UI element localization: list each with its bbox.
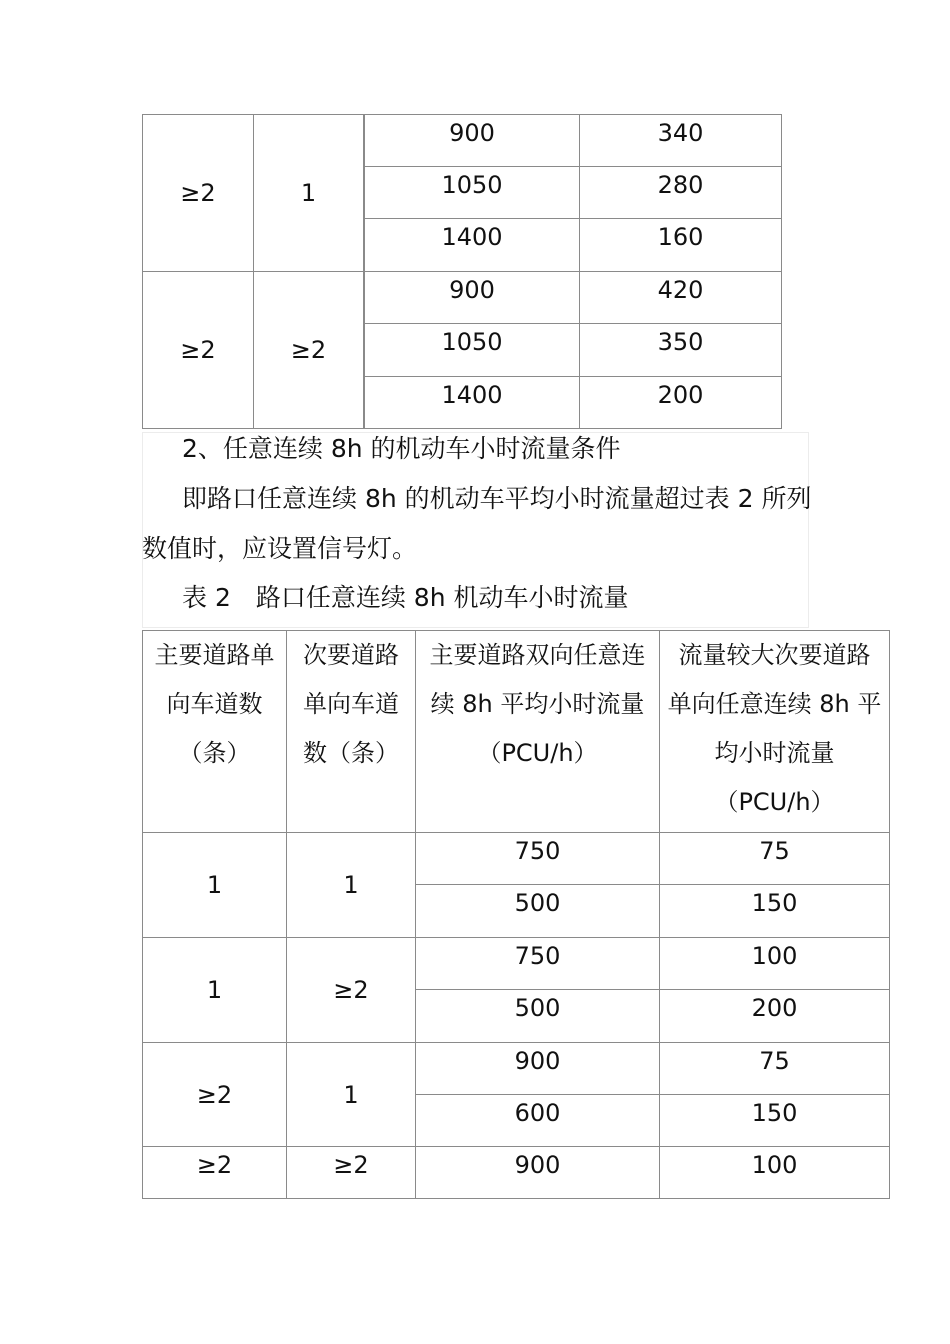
table-cell-minor-flow [579, 271, 782, 324]
table-cell-main-lanes [142, 271, 254, 429]
table-cell-minor-flow [659, 937, 890, 990]
cell-text: 200 [751, 994, 798, 1022]
cell-text: ≥2 [180, 179, 216, 207]
cell-text: ≥2 [196, 1151, 233, 1179]
cell-text: ≥2 [333, 1151, 369, 1179]
cell-text: 900 [449, 119, 495, 147]
header-line: （条） [178, 739, 251, 767]
header-line: 主要道路单 [154, 641, 275, 669]
cell-text: ≥2 [333, 976, 369, 1004]
cell-text: 100 [751, 942, 798, 970]
table-cell-main-flow [415, 1042, 660, 1095]
table-caption: 表 2 路口任意连续 8h 机动车小时流量 [182, 583, 629, 612]
table-cell-main-flow [415, 989, 660, 1043]
table-cell-main-flow [415, 1094, 660, 1147]
table-cell-main-lanes [142, 1042, 287, 1147]
cell-text: 350 [657, 328, 704, 356]
cell-text: 200 [657, 381, 704, 409]
header-line: 主要道路双向任意连 [429, 641, 646, 669]
header-line: 流量较大次要道路 [678, 641, 871, 669]
table-cell-minor-lanes [253, 271, 364, 429]
cell-text: 420 [657, 276, 704, 304]
header-line: 均小时流量 [714, 739, 835, 767]
table-cell-main-flow [364, 271, 580, 324]
cell-text: 900 [514, 1151, 561, 1179]
table-header-main-lanes [142, 630, 287, 833]
cell-text: 750 [514, 837, 561, 865]
table-cell-minor-flow [659, 1094, 890, 1147]
table-cell-minor-flow [579, 218, 782, 272]
cell-text: 150 [751, 889, 798, 917]
table-cell-main-flow [364, 166, 580, 219]
table-header-minor-flow [659, 630, 890, 833]
cell-text: 1400 [441, 381, 503, 409]
cell-text: 1 [343, 1080, 359, 1109]
table-cell-main-flow [364, 114, 580, 167]
cell-text: 100 [751, 1151, 798, 1179]
cell-text: 1 [206, 976, 223, 1004]
table-cell-minor-lanes [286, 1146, 416, 1199]
cell-text: 150 [751, 1099, 798, 1127]
cell-text: 500 [514, 889, 561, 917]
cell-text: ≥2 [180, 336, 216, 364]
table-cell-main-lanes [142, 937, 287, 1043]
paragraph-line: 即路口任意连续 8h 的机动车平均小时流量超过表 2 所列 [182, 484, 812, 513]
cell-text: 750 [514, 942, 561, 970]
table-cell-main-flow [364, 218, 580, 272]
cell-text: 75 [759, 1047, 790, 1075]
table-cell-minor-lanes [286, 1042, 416, 1147]
header-line: 数（条） [303, 739, 399, 767]
table-cell-main-lanes [142, 1146, 287, 1199]
table-cell-main-flow [415, 884, 660, 938]
header-line: 单向车道 [303, 690, 399, 718]
section-heading: 2、任意连续 8h 的机动车小时流量条件 [182, 434, 621, 463]
table-cell-main-flow [415, 832, 660, 885]
cell-text: ≥2 [290, 336, 327, 364]
cell-text: 500 [514, 994, 561, 1022]
table-cell-minor-lanes [286, 832, 416, 938]
table-cell-minor-flow [579, 166, 782, 219]
table-cell-minor-lanes [286, 937, 416, 1043]
table-cell-minor-flow [659, 884, 890, 938]
cell-text: 1 [300, 179, 317, 207]
cell-text: 1 [206, 871, 223, 899]
cell-text: 340 [657, 119, 704, 147]
table-cell-minor-lanes [253, 114, 364, 272]
cell-text: 900 [514, 1047, 561, 1075]
cell-text: 280 [657, 171, 704, 199]
table-cell-main-flow [415, 937, 660, 990]
table-cell-main-flow [415, 1146, 660, 1199]
table-header-main-flow [415, 630, 660, 833]
table-header-minor-lanes [286, 630, 416, 833]
header-line: （PCU/h） [477, 739, 598, 767]
cell-text: 1400 [441, 223, 503, 251]
cell-text: ≥2 [196, 1080, 233, 1109]
cell-text: 160 [657, 223, 704, 251]
table-cell-minor-flow [579, 376, 782, 429]
cell-text: 75 [759, 837, 790, 865]
cell-text: 1050 [441, 328, 503, 356]
table-cell-minor-flow [579, 114, 782, 167]
table-cell-main-lanes [142, 114, 254, 272]
header-line: 次要道路 [303, 641, 399, 669]
table-cell-minor-flow [659, 1146, 890, 1199]
table-cell-main-lanes [142, 832, 287, 938]
table-cell-main-flow [364, 323, 580, 377]
table-cell-minor-flow [659, 832, 890, 885]
cell-text: 600 [514, 1099, 561, 1127]
table-cell-minor-flow [579, 323, 782, 377]
cell-text: 1 [343, 871, 359, 899]
table-cell-main-flow [364, 376, 580, 429]
cell-text: 1050 [441, 171, 503, 199]
table-cell-minor-flow [659, 1042, 890, 1095]
header-line: 续 8h 平均小时流量 [430, 690, 645, 718]
cell-text: 900 [449, 276, 495, 304]
table-cell-minor-flow [659, 989, 890, 1043]
header-line: 单向任意连续 8h 平 [667, 690, 882, 718]
header-line: 向车道数 [166, 690, 263, 718]
header-line: （PCU/h） [714, 788, 835, 816]
paragraph-line: 数值时，应设置信号灯。 [142, 534, 418, 563]
